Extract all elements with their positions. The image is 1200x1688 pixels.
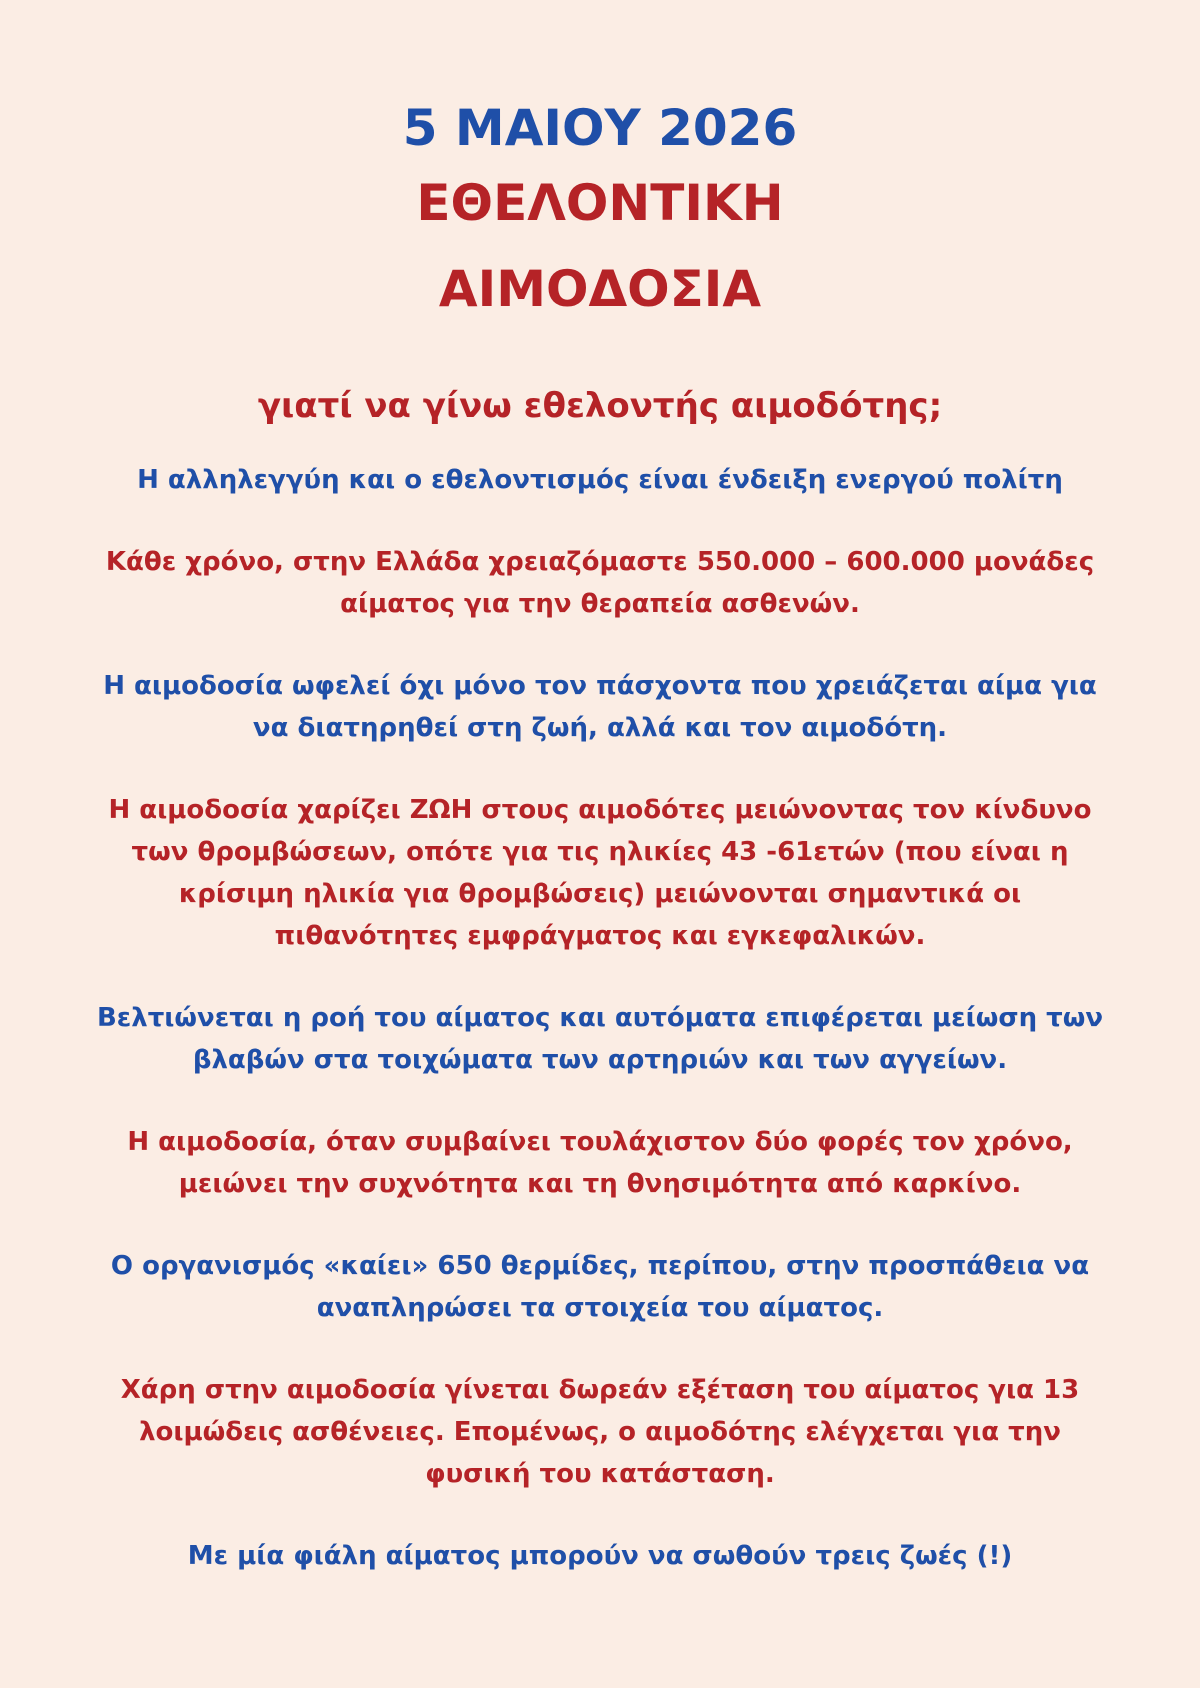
event-date: 5 ΜΑΙΟΥ 2026: [402, 99, 798, 157]
info-paragraph: [70, 459, 1130, 501]
paragraph-line: Κάθε χρόνο, στην Ελλάδα χρειαζόμαστε 550.000 – 600.000 μονάδες: [105, 547, 1095, 577]
info-paragraph: [70, 1245, 1130, 1329]
paragraph-line: πιθανότητες εμφράγματος και εγκεφαλικών.: [274, 921, 926, 951]
info-paragraph: [70, 1535, 1130, 1577]
paragraph-line: αίματος για την θεραπεία ασθενών.: [340, 589, 860, 619]
info-paragraph: [70, 665, 1130, 749]
paragraph-line: αναπληρώσει τα στοιχεία του αίματος.: [316, 1293, 884, 1323]
info-paragraph: [70, 789, 1130, 957]
paragraph-line: να διατηρηθεί στη ζωή, αλλά και τον αιμοδότη.: [252, 713, 948, 743]
paragraph-line: Ο οργανισμός «καίει» 650 θερμίδες, περίπου, στην προσπάθεια να: [110, 1251, 1090, 1281]
paragraph-line: Η αιμοδοσία, όταν συμβαίνει τουλάχιστον δύο φορές τον χρόνο,: [127, 1127, 1073, 1157]
paragraph-line: Η αιμοδοσία χαρίζει ΖΩΗ στους αιμοδότες μειώνοντας τον κίνδυνο: [108, 795, 1092, 825]
paragraph-line: λοιμώδεις ασθένειες. Επομένως, ο αιμοδότης ελέγχεται για την: [139, 1417, 1061, 1447]
paragraph-line: βλαβών στα τοιχώματα των αρτηριών και των αγγείων.: [192, 1045, 1008, 1075]
question-heading: γιατί να γίνω εθελοντής αιμοδότης;: [257, 386, 943, 426]
paragraph-line: Χάρη στην αιμοδοσία γίνεται δωρεάν εξέταση του αίματος για 13: [120, 1375, 1080, 1405]
paragraph-line: Η αλληλεγγύη και ο εθελοντισμός είναι ένδειξη ενεργού πολίτη: [137, 465, 1063, 495]
info-paragraph: [70, 1369, 1130, 1495]
paragraph-line: κρίσιμη ηλικία για θρομβώσεις) μειώνονται σημαντικά οι: [178, 879, 1022, 909]
paragraph-line: Βελτιώνεται η ροή του αίματος και αυτόματα επιφέρεται μείωση των: [96, 1003, 1104, 1033]
title-line-1: ΕΘΕΛΟΝΤΙΚΗ: [416, 174, 784, 232]
title-line-2: ΑΙΜΟΔΟΣΙΑ: [438, 260, 762, 318]
paragraph-line: Με μία φιάλη αίματος μπορούν να σωθούν τρεις ζωές (!): [187, 1541, 1013, 1571]
info-paragraphs: [0, 459, 1200, 1577]
info-paragraph: [70, 541, 1130, 625]
paragraph-line: των θρομβώσεων, οπότε για τις ηλικίες 43 -61ετών (που είναι η: [131, 837, 1069, 867]
info-paragraph: [70, 1121, 1130, 1205]
paragraph-line: φυσική του κατάσταση.: [425, 1459, 775, 1489]
paragraph-line: Η αιμοδοσία ωφελεί όχι μόνο τον πάσχοντα που χρειάζεται αίμα για: [103, 671, 1097, 701]
paragraph-line: μειώνει την συχνότητα και τη θνησιμότητα από καρκίνο.: [178, 1169, 1022, 1199]
info-paragraph: [70, 997, 1130, 1081]
